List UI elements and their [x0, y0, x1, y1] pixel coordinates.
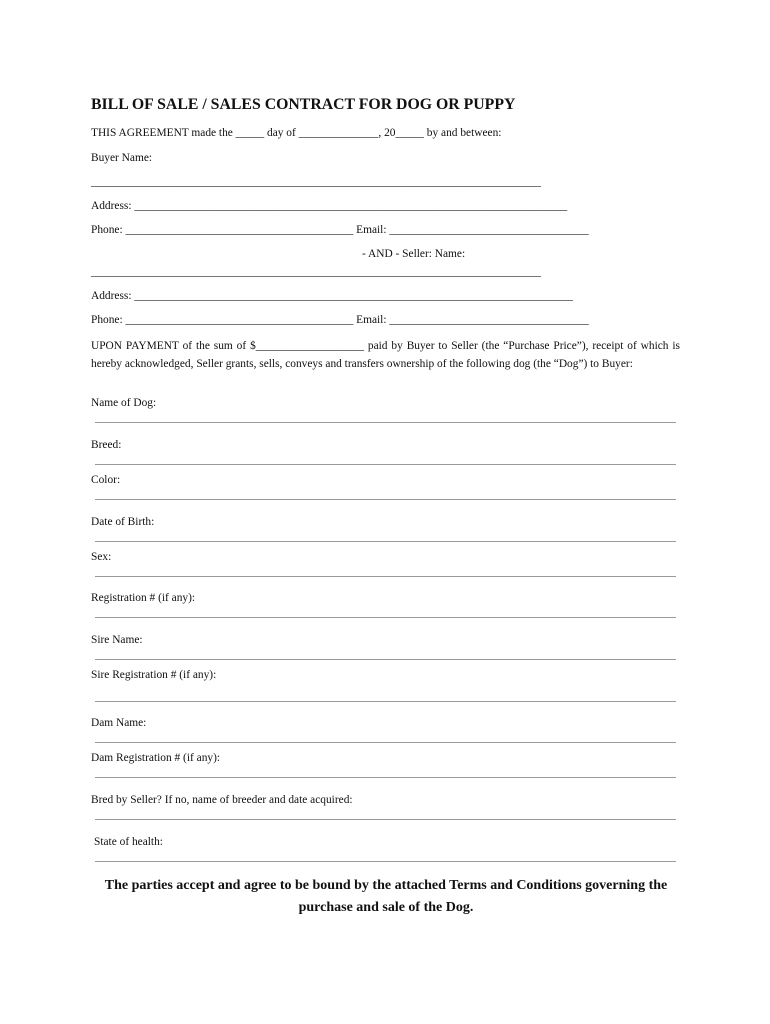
- agreement-date-line[interactable]: THIS AGREEMENT made the _____ day of ______________, 20_____ by and between:: [91, 127, 502, 139]
- sex-label: Sex:: [91, 551, 112, 563]
- seller-name-field[interactable]: _______________________________________________________________________________: [91, 266, 541, 278]
- buyer-address-field[interactable]: Address: ____________________________________________________________________________: [91, 200, 568, 212]
- sire-name-label: Sire Name:: [91, 634, 143, 646]
- buyer-name-field[interactable]: _______________________________________________________________________________: [91, 176, 541, 188]
- terms-statement: The parties accept and agree to be bound by the attached Terms and Conditions governing the purchase and sale of the Dog.: [104, 878, 668, 915]
- bred-by-seller-label: Bred by Seller? If no, name of breeder and date acquired:: [91, 794, 353, 806]
- dob-line[interactable]: [95, 541, 676, 542]
- color-label: Color:: [91, 474, 121, 486]
- name-of-dog-line[interactable]: [95, 422, 676, 423]
- payment-paragraph: UPON PAYMENT of the sum of $___________________ paid by Buyer to Seller (the “Purchase Price”), receipt of which is hereby acknowledged, Seller grants, sells, conveys and transfers ownership of the following dog (the “Dog”) to Buyer:: [91, 340, 680, 370]
- sire-name-line[interactable]: [95, 659, 676, 660]
- dam-registration-line[interactable]: [95, 777, 676, 778]
- registration-label: Registration # (if any):: [91, 592, 196, 604]
- seller-phone-email-field[interactable]: Phone: ________________________________________ Email: ___________________________________: [91, 314, 589, 326]
- bred-by-seller-line[interactable]: [95, 819, 676, 820]
- breed-label: Breed:: [91, 439, 122, 451]
- document-title: BILL OF SALE / SALES CONTRACT FOR DOG OR PUPPY: [91, 96, 516, 113]
- and-seller-label: - AND - Seller: Name:: [362, 248, 466, 260]
- breed-line[interactable]: [95, 464, 676, 465]
- dam-registration-label: Dam Registration # (if any):: [91, 752, 221, 764]
- dam-name-line[interactable]: [95, 742, 676, 743]
- state-of-health-label: State of health:: [94, 836, 163, 848]
- seller-address-field[interactable]: Address: _____________________________________________________________________________: [91, 290, 573, 302]
- registration-line[interactable]: [95, 617, 676, 618]
- state-of-health-line[interactable]: [95, 861, 676, 862]
- sire-registration-line[interactable]: [95, 701, 676, 702]
- sex-line[interactable]: [95, 576, 676, 577]
- buyer-phone-email-field[interactable]: Phone: ________________________________________ Email: ___________________________________: [91, 224, 589, 236]
- dam-name-label: Dam Name:: [91, 717, 147, 729]
- name-of-dog-label: Name of Dog:: [91, 397, 157, 409]
- buyer-name-label: Buyer Name:: [91, 152, 153, 164]
- sire-registration-label: Sire Registration # (if any):: [91, 669, 217, 681]
- dob-label: Date of Birth:: [91, 516, 155, 528]
- color-line[interactable]: [95, 499, 676, 500]
